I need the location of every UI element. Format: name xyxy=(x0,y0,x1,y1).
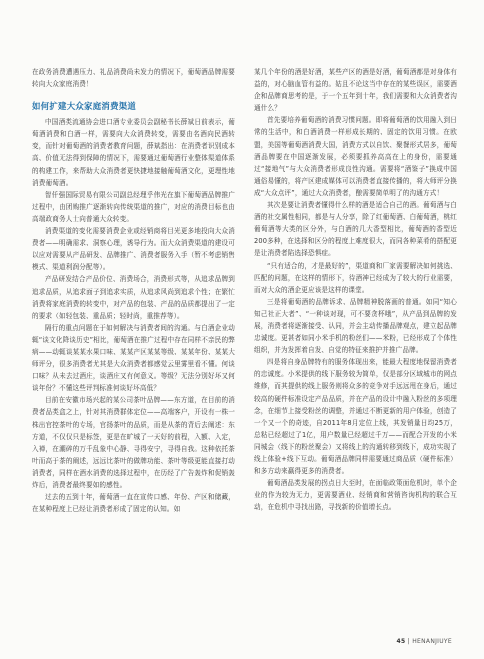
body-paragraph: 智仟强国际贸易有限公司副总经理乎伟光在旗下葡萄酒品牌推广过程中，由团购推广逐渐转向传统渠道的推广，对应的消费目标也由高端政商务人士向普通大众转变。 xyxy=(32,190,235,223)
section-heading: 如何扩建大众家庭消费渠道 xyxy=(32,101,137,112)
body-paragraph: 产品研发结合产品价位、消费场合，消费形式等，从追求品牌到追求品质，从追求面子到追求实质，从追求风尚到追求个性；在繁忙消费将家庭消费的转变中，对产品的包装、产品的品质都提出了一定的要求（如轻包装、重品质；轻时尚，重推荐等）。 xyxy=(32,275,235,320)
body-paragraph: 中国酒类流通协会进口酒专业委员会副秘书长薛斌日前表示，葡萄酒消费和白酒一样，需要向大众消费转变，需要由名酒向民酒转变，而针对葡萄酒的消费者教育问题，薛斌指出：在消费者识别成本高、价值无法得到保障的情况下，需要通过葡萄酒行业整体渠道体系的构建工作，来帮助大众消费者更快捷地接触葡萄酒文化，更理性地消费葡萄酒。 xyxy=(32,118,235,187)
body-paragraph: 葡萄酒品类发展的拐点日大至时，在面临政策面危机时，单个企业的作为较为无力，更需要酒业、经销商和营销咨询机构的联合互动，在危机中寻找出路，寻找新的价值增长点。 xyxy=(254,479,457,512)
left-column xyxy=(32,66,235,515)
body-paragraph: 目前在安徽市场兴起的某公司茶叶品牌——东方道，在目前的消费者品类盒之上，针对其消费群体定位——高端客户，开设有一株一株出官控茶叶的专场，官扬茶叶的品质，而是从茶的背后去阐述：东方道，不仅仅只是标签，更是在旷城了一天好的前程，入额、入定，入禅，在潮碎的万千乱象中心静、寻得安宁，寻得自我。这种依托茶叶而高于茶的阐述，远远比茶叶的做牌功能、茶叶等级更能直接打动消费者，同样在酒水消费的选择过程中，在历经了广告轰炸和促销轰炸后，消费者最终要如的感性。 xyxy=(32,396,235,489)
body-paragraph: 某几个年份的酒是好酒，某些产区的酒是好酒，葡萄酒都是对身体有益的，对心脑血管有益的。姑且不论这当中存在的某些误区，需要酒企和品牌商思考的是，于一个五年到十年，我们需要和大众消费者沟通什么？ xyxy=(254,68,457,113)
body-paragraph: 四是将自身品牌特有的服务体现出来，能最大程度地保留消费者的忠诚度。小米提供的线下服务较为简单，仅是部分区域城市的网点维修，而其提供的线上服务则将众多的竞争对手远远甩在身后，通过较高的硬件标准设定产品品质，并在产品的设计中融入粉丝的多项理念，在细节上接受粉丝的调整，并通过不断更新的用户体验，创造了一个又一个的奇迹，自2011年8月定位上线，其发销量日均25万，总粘已经超过了1亿，用户数量已经超过千万——而配合开发的小米同城会（线下的粉丝聚会）又将线上的沟通转移到线下，成功实现了线上体验+线下互动。葡萄酒品牌同样需要通过商品质（硬件标准）和多方动来赢得更多的消费者。 xyxy=(254,358,457,476)
body-paragraph: 消费渠道的变化需要消费企业或经销商将目光更多地投向大众消费者——明确需求、洞察心理，诱导行为。而大众消费渠道的建设可以应对需要从产品研发、品牌推广、消费者服务入手（暂不考虑销售模式、渠道利润分配等）。 xyxy=(32,227,235,272)
magazine-name: HENANJIUYE xyxy=(412,638,452,645)
body-paragraph: 首先要培养葡萄酒的消费习惯问题。即将葡萄酒的饮用融入到日常的生活中，和白酒消费一样形成长期的、固定的饮用习惯。在欧盟，美国等葡萄酒消费大国，消费方式以自饮、聚餐形式居多，葡萄酒品牌要在中国逐渐发展，必须要抓养高高在上的身份，需要通过“接地气”与大众消费者形成良性沟通。需要将“酒鉴子”换成中国通俗易懂的，将产区建成媒体可以消费者直接传播的，将大师评分换成“大众点评”，通过大众消费者，酿需要简单明了的沟通方式！ xyxy=(254,116,457,197)
body-paragraph: 其次是要让消费者懂得什么样的酒是适合自己的酒。葡萄酒与白酒的社交属性相同，都是与人分享，除了红葡萄酒、白葡萄酒，桃红葡萄酒等大类的区分外，与白酒的几大香型相比，葡萄酒的香型近200多种，在选择和区分的程度上难度很大，而同各种菜肴的搭配更是让消费者陷选择恐惧症。 xyxy=(254,201,457,258)
body-paragraph: 隔行的重点问题在于如何解决与消费者间的沟通。与白酒企业动辄“谈文化降谈历史”相比，葡萄酒在推广过程中存在同样不亲民的弊病——动辄谈某某水果口味、某某产区某某等级、某某年份、某某大师评分，很多消费者尤其是大众消费者都感觉云里雾里看不懂。何谈口味？从未去过酒庄，谈酒庄又有何意义。等级？无法分别好坏又何谈年份？不懂这些评判标准何谈好坏高低？ xyxy=(32,323,235,393)
footer-separator: | xyxy=(407,638,410,645)
body-paragraph: 过去的五到十年，葡萄酒一直在宣传口感、年份、产区和储藏，在某种程度上已经让消费者形成了固定的认知。如 xyxy=(32,493,235,514)
body-paragraph: “只有适合的，才是最好的”，渠道商和厂家需要解决如何挑选、匹配的问题，在这样的情形下，待酒神已经成为了较大的行业需要，而对大众的酒企更应该是这样的课堂。 xyxy=(254,261,457,294)
page-footer xyxy=(397,638,453,645)
right-column xyxy=(254,66,457,513)
intro-paragraph: 在政务消费遭遇压力、礼品消费尚未发力的情况下，葡萄酒品牌需要转向大众家庭消费！ xyxy=(32,68,235,89)
body-paragraph: 三是将葡萄酒的品牌诉求、品牌精神脱落画的普通。如同“知心知己社正大者”、“一种谈对现，可不要贪杯哦”，从产品到品牌的发展，消费者将逐渐接受、认同，并会主动传播品牌观点，建立起品牌忠诚度。更甚者如同小米手机的粉丝们——米粉，已经形成了个体性组织，并为发挥着自发、自觉的特征来推护并推广品牌。 xyxy=(254,297,457,355)
page-number: 45 xyxy=(396,638,406,645)
